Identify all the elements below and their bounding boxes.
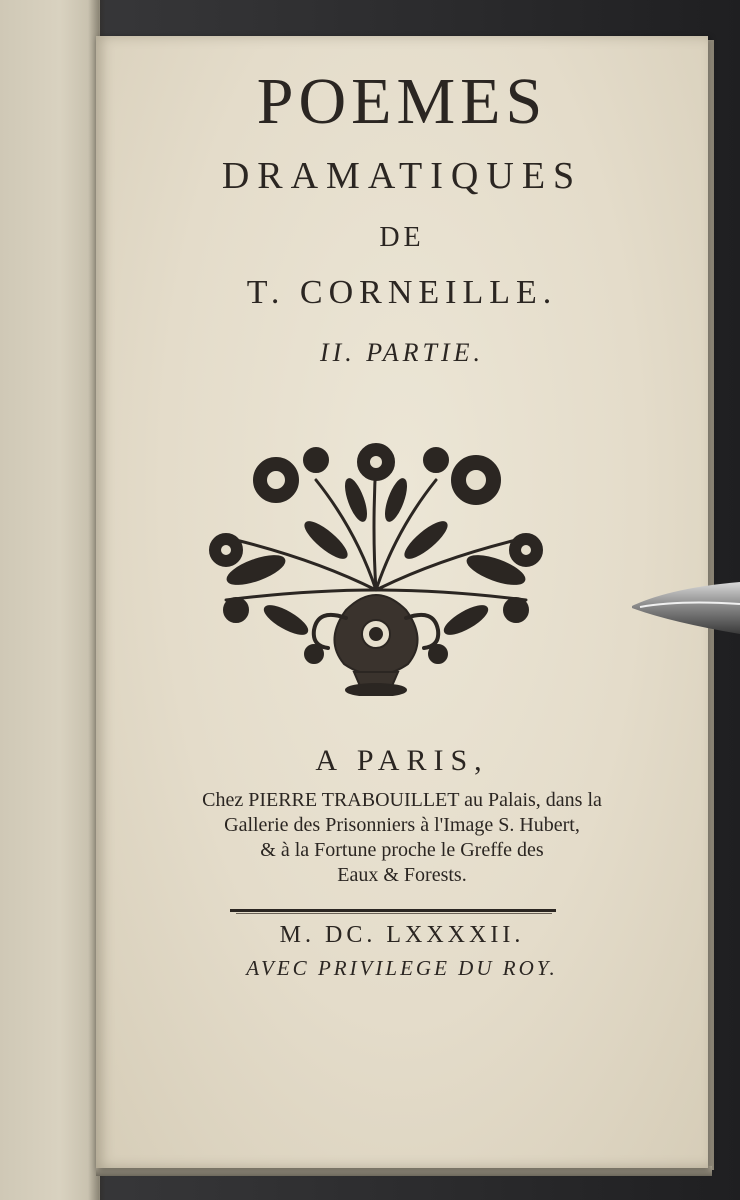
place-of-publication: A PARIS, (315, 744, 489, 777)
imprint-line-1: Chez PIERRE TRABOUILLET au Palais, dans la (202, 789, 602, 811)
part-number: II. PARTIE. (319, 338, 485, 367)
royal-privilege: AVEC PRIVILEGE DU ROY. (246, 956, 558, 980)
flower-vase-ornament-icon (196, 440, 556, 696)
imprint-block (96, 788, 708, 888)
imprint-line-4: Eaux & Forests. (337, 864, 467, 886)
title-line-1: POEMES (256, 65, 548, 138)
publication-date: M. DC. LXXXXII. (279, 922, 525, 948)
title-page (96, 36, 708, 1168)
imprint-line-2: Gallerie des Prisonniers à l'Image S. Hubert, (224, 814, 580, 836)
metal-pointer-icon (630, 578, 740, 638)
author-name: T. CORNEILLE. (246, 274, 558, 311)
left-page-edge (0, 0, 100, 1200)
title-line-3: DE (379, 222, 425, 253)
horizontal-rule-thin (236, 913, 552, 914)
imprint-line-3: & à la Fortune proche le Greffe des (260, 839, 544, 861)
horizontal-rule (230, 909, 556, 912)
title-line-2: DRAMATIQUES (221, 155, 583, 197)
